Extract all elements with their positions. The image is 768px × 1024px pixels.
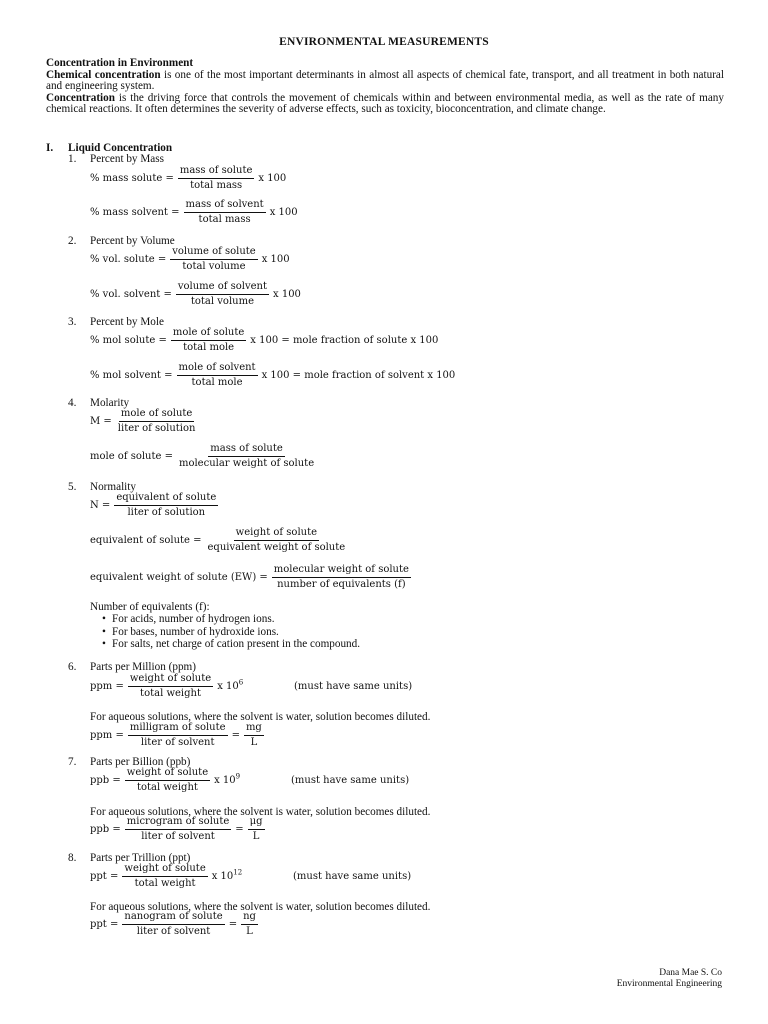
fraction bbox=[125, 767, 210, 794]
denominator: molecular weight of solute bbox=[178, 458, 315, 469]
eq-rhs: x 100 bbox=[261, 254, 290, 265]
denominator: L bbox=[250, 737, 258, 748]
numerator: mass of solute bbox=[178, 165, 255, 179]
eq-lhs: % mass solute = bbox=[90, 173, 174, 184]
fraction bbox=[272, 564, 411, 591]
fraction bbox=[176, 281, 269, 308]
eq-ppm bbox=[90, 673, 243, 700]
unit-fraction bbox=[241, 911, 258, 938]
equals-sign: = bbox=[231, 730, 240, 741]
eq-rhs: x 100 bbox=[273, 289, 301, 300]
fraction bbox=[116, 408, 198, 435]
eq-mass-solvent bbox=[90, 199, 298, 226]
eq-vol-solute bbox=[90, 246, 290, 273]
eq-lhs: ppt = bbox=[90, 919, 119, 930]
page-title: ENVIRONMENTAL MEASUREMENTS bbox=[279, 36, 489, 48]
denominator: total volume bbox=[190, 296, 254, 307]
eq-rhs: x 100 = mole fraction of solute x 100 bbox=[250, 335, 439, 346]
denominator: liter of solvent bbox=[141, 831, 215, 842]
term-chemical-concentration: Chemical concentration bbox=[46, 68, 161, 81]
page-footer bbox=[617, 968, 722, 990]
item-7-label: Parts per Billion (ppb) bbox=[90, 756, 191, 768]
same-units-note: (must have same units) bbox=[291, 775, 410, 786]
numerator: weight of solute bbox=[128, 673, 213, 687]
aqueous-note: For aqueous solutions, where the solvent is water, solution becomes diluted. bbox=[90, 711, 431, 723]
denominator: total mass bbox=[190, 180, 243, 191]
numerator: mole of solute bbox=[119, 408, 194, 422]
numerator: μg bbox=[248, 816, 265, 830]
intro-heading: Concentration in Environment bbox=[46, 57, 194, 69]
eq-mole-of-solute bbox=[90, 443, 320, 470]
eq-rhs: x 100 = mole fraction of solvent x 100 bbox=[261, 370, 456, 381]
numerator: mass of solute bbox=[208, 443, 285, 457]
eq-molarity bbox=[90, 408, 201, 435]
equivalents-heading: Number of equivalents (f): bbox=[90, 601, 210, 613]
numerator: ng bbox=[241, 911, 258, 925]
eq-rhs bbox=[214, 772, 241, 786]
numerator: equivalent of solute bbox=[114, 492, 218, 506]
fraction bbox=[128, 673, 213, 700]
multiplier: x 10 bbox=[211, 871, 234, 882]
numerator: mole of solvent bbox=[177, 362, 258, 376]
denominator: total mole bbox=[183, 342, 235, 353]
eq-equivalent-weight bbox=[90, 564, 415, 591]
numerator: mg bbox=[244, 722, 264, 736]
item-8-number: 8. bbox=[68, 852, 77, 864]
paragraph-2-text: is the driving force that controls the movement of chemicals within and between environmental media, as well as the rate of many chemical reactions. It often determines the severity of adverse effects, such as toxicity, bioconcentration, and climate change. bbox=[46, 91, 724, 116]
eq-lhs: ppm = bbox=[90, 730, 124, 741]
equivalents-bullet: • For bases, number of hydroxide ions. bbox=[112, 626, 279, 638]
eq-lhs: ppm = bbox=[90, 681, 124, 692]
item-5-label: Normality bbox=[90, 481, 136, 493]
numerator: weight of solute bbox=[122, 863, 207, 877]
fraction bbox=[184, 199, 266, 226]
eq-lhs: M = bbox=[90, 416, 112, 427]
denominator: liter of solution bbox=[117, 423, 196, 434]
eq-rhs bbox=[211, 868, 243, 882]
item-6-label: Parts per Million (ppm) bbox=[90, 661, 196, 673]
eq-lhs: mole of solute = bbox=[90, 451, 173, 462]
aqueous-note: For aqueous solutions, where the solvent is water, solution becomes diluted. bbox=[90, 806, 431, 818]
section-title: Liquid Concentration bbox=[68, 142, 173, 154]
section-number: I. bbox=[46, 142, 54, 154]
denominator: total weight bbox=[140, 688, 201, 699]
item-8-label: Parts per Trillion (ppt) bbox=[90, 852, 191, 864]
eq-lhs: % vol. solute = bbox=[90, 254, 167, 265]
denominator: total weight bbox=[136, 782, 198, 793]
footer-department: Environmental Engineering bbox=[616, 979, 722, 989]
eq-rhs bbox=[217, 678, 244, 692]
numerator: mole of solute bbox=[171, 327, 246, 341]
denominator: total volume bbox=[182, 261, 246, 272]
multiplier: x 10 bbox=[214, 775, 236, 786]
fraction bbox=[178, 165, 255, 192]
item-1-label: Percent by Mass bbox=[90, 153, 164, 165]
eq-lhs: ppb = bbox=[90, 824, 121, 835]
eq-ppt-aqueous bbox=[90, 911, 262, 938]
eq-lhs: ppb = bbox=[90, 775, 121, 786]
paragraph-1-text: is one of the most important determinants in almost all aspects of chemical fate, transport, and all treatment in both natural and engineering system. bbox=[46, 68, 725, 93]
denominator: L bbox=[252, 831, 260, 842]
numerator: volume of solute bbox=[170, 246, 258, 260]
intro-paragraph-1 bbox=[46, 70, 724, 93]
unit-fraction bbox=[244, 722, 264, 749]
eq-ppm-aqueous bbox=[90, 722, 268, 749]
item-2-number: 2. bbox=[68, 235, 77, 247]
item-7-number: 7. bbox=[68, 756, 77, 768]
eq-mol-solute bbox=[90, 327, 438, 354]
numerator: nanogram of solute bbox=[122, 911, 224, 925]
numerator: mass of solvent bbox=[184, 199, 266, 213]
fraction bbox=[122, 911, 224, 938]
term-concentration: Concentration bbox=[46, 91, 115, 104]
same-units-note: (must have same units) bbox=[293, 871, 412, 882]
multiplier: x 10 bbox=[217, 681, 239, 692]
denominator: liter of solvent bbox=[136, 926, 211, 937]
eq-lhs: equivalent of solute = bbox=[90, 535, 202, 546]
fraction bbox=[128, 722, 228, 749]
intro-paragraph-2 bbox=[46, 93, 724, 116]
eq-lhs: equivalent weight of solute (EW) = bbox=[90, 572, 268, 583]
item-4-label: Molarity bbox=[90, 397, 130, 409]
eq-lhs: N = bbox=[90, 500, 111, 511]
item-6-number: 6. bbox=[68, 661, 77, 673]
item-3-label: Percent by Mole bbox=[90, 316, 164, 328]
eq-lhs: % mol solvent = bbox=[90, 370, 173, 381]
eq-ppb bbox=[90, 767, 240, 794]
eq-ppt bbox=[90, 863, 242, 890]
same-units-note: (must have same units) bbox=[294, 681, 413, 692]
fraction bbox=[125, 816, 232, 843]
exponent: 9 bbox=[235, 772, 241, 781]
unit-fraction bbox=[248, 816, 265, 843]
eq-mol-solvent bbox=[90, 362, 455, 389]
numerator: volume of solvent bbox=[176, 281, 269, 295]
denominator: total mole bbox=[191, 377, 243, 388]
eq-rhs: x 100 bbox=[269, 207, 298, 218]
fraction bbox=[177, 362, 258, 389]
numerator: molecular weight of solute bbox=[272, 564, 411, 578]
denominator: equivalent weight of solute bbox=[207, 542, 346, 553]
eq-lhs: ppt = bbox=[90, 871, 119, 882]
equivalents-bullet: • For salts, net charge of cation present in the compound. bbox=[112, 638, 360, 650]
item-3-number: 3. bbox=[68, 316, 77, 328]
item-2-label: Percent by Volume bbox=[90, 235, 175, 247]
fraction bbox=[114, 492, 218, 519]
fraction bbox=[206, 527, 348, 554]
denominator: total mass bbox=[198, 214, 251, 225]
eq-vol-solvent bbox=[90, 281, 301, 308]
fraction bbox=[170, 246, 258, 273]
item-1-number: 1. bbox=[68, 153, 77, 165]
denominator: liter of solvent bbox=[140, 737, 215, 748]
footer-author: Dana Mae S. Co bbox=[659, 968, 722, 978]
denominator: number of equivalents (f) bbox=[277, 579, 406, 590]
eq-mass-solute bbox=[90, 165, 286, 192]
eq-normality bbox=[90, 492, 222, 519]
numerator: microgram of solute bbox=[125, 816, 232, 830]
item-5-number: 5. bbox=[68, 481, 77, 493]
numerator: weight of solute bbox=[234, 527, 319, 541]
denominator: L bbox=[246, 926, 253, 937]
fraction bbox=[122, 863, 207, 890]
exponent: 12 bbox=[233, 868, 243, 877]
eq-equivalent-of-solute bbox=[90, 527, 351, 554]
eq-lhs: % mol solute = bbox=[90, 335, 167, 346]
exponent: 6 bbox=[238, 678, 244, 687]
denominator: total weight bbox=[134, 878, 196, 889]
item-4-number: 4. bbox=[68, 397, 77, 409]
eq-ppb-aqueous bbox=[90, 816, 269, 843]
numerator: weight of solute bbox=[125, 767, 210, 781]
eq-rhs: x 100 bbox=[258, 173, 287, 184]
eq-lhs: % vol. solvent = bbox=[90, 289, 172, 300]
numerator: milligram of solute bbox=[128, 722, 228, 736]
fraction bbox=[177, 443, 316, 470]
fraction bbox=[171, 327, 246, 354]
equals-sign: = bbox=[235, 824, 244, 835]
eq-lhs: % mass solvent = bbox=[90, 207, 180, 218]
intro-section bbox=[46, 58, 724, 116]
equivalents-bullet: • For acids, number of hydrogen ions. bbox=[112, 613, 275, 625]
denominator: liter of solution bbox=[127, 507, 206, 518]
equals-sign: = bbox=[228, 919, 238, 930]
aqueous-note: For aqueous solutions, where the solvent is water, solution becomes diluted. bbox=[90, 901, 431, 913]
